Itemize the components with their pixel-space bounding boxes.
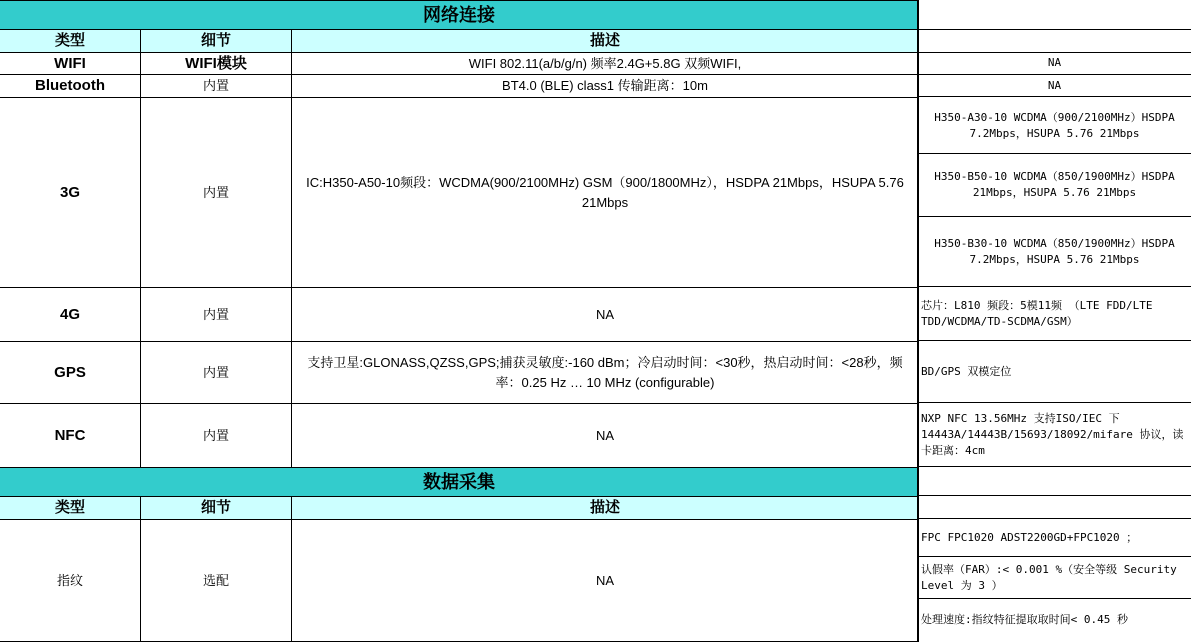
row-3g-description: IC:H350-A50-10频段：WCDMA(900/2100MHz) GSM（900/1800MHz），HSDPA 21Mbps，HSUPA 5.76 21Mbps: [291, 97, 918, 287]
row-nfc-type: NFC: [0, 403, 140, 467]
row-fingerprint-type: 指纹: [0, 519, 140, 641]
notes-rule: [917, 466, 1191, 467]
note-wifi: NA: [1047, 56, 1062, 69]
note-bluetooth: NA: [1047, 78, 1062, 92]
row-4g-detail: 内置: [140, 287, 291, 341]
row-gps-detail: 内置: [140, 341, 291, 403]
note-nfc: NXP NFC 13.56MHz 支持ISO/IEC 下14443A/14443B/15693/18092/mifare 协议，读卡距离：4cm: [921, 412, 1184, 457]
row-4g-type: 4G: [0, 287, 140, 341]
row-3g-type: 3G: [0, 97, 140, 287]
note-fingerprint-speed: 处理速度:指纹特征提取取时间< 0.45 秒: [921, 613, 1128, 626]
note-3g-variant-b50: H350-B50-10 WCDMA（850/1900MHz）HSDPA 21Mbps，HSUPA 5.76 21Mbps: [934, 170, 1175, 199]
row-fingerprint-detail: 选配: [140, 519, 291, 641]
note-3g-variant-b30: H350-B30-10 WCDMA（850/1900MHz）HSDPA 7.2Mbps，HSUPA 5.76 21Mbps: [934, 237, 1175, 266]
note-3g-variant-a30: H350-A30-10 WCDMA（900/2100MHz）HSDPA 7.2Mbps，HSUPA 5.76 21Mbps: [934, 110, 1175, 140]
section-title-network: 网络连接: [0, 0, 918, 29]
row-fingerprint-description: NA: [291, 519, 918, 641]
header-detail-2: 细节: [140, 496, 291, 519]
section-title-data-collection: 数据采集: [0, 467, 918, 496]
header-type-2: 类型: [0, 496, 140, 519]
row-nfc-detail: 内置: [140, 403, 291, 467]
row-bluetooth-detail: 内置: [140, 74, 291, 97]
note-gps: BD/GPS 双模定位: [921, 365, 1012, 378]
note-fingerprint-model: FPC FPC1020 ADST2200GD+FPC1020 ；: [921, 531, 1138, 544]
row-wifi-type: WIFI: [0, 52, 140, 74]
row-wifi-description: WIFI 802.11(a/b/g/n) 频率2.4G+5.8G 双频WIFI,: [291, 52, 918, 74]
header-description: 描述: [291, 29, 918, 52]
row-bluetooth-type: Bluetooth: [0, 74, 140, 97]
row-nfc-description: NA: [291, 403, 918, 467]
note-fingerprint-far: 认假率（FAR）:< 0.001 %（安全等级 Security Level 为 3 ）: [921, 563, 1177, 592]
row-4g-description: NA: [291, 287, 918, 341]
notes-rule: [917, 495, 1191, 496]
row-bluetooth-description: BT4.0 (BLE) class1 传输距离：10m: [291, 74, 918, 97]
note-4g: 芯片：L810 频段：5模11频 （LTE FDD/LTE TDD/WCDMA/TD-SCDMA/GSM）: [921, 299, 1153, 328]
notes-rule: [917, 29, 1191, 30]
row-3g-detail: 内置: [140, 97, 291, 287]
header-description-2: 描述: [291, 496, 918, 519]
row-gps-description: 支持卫星:GLONASS,QZSS,GPS;捕获灵敏度:-160 dBm；冷启动时间：<30秒，热启动时间：<28秒，频率：0.25 Hz … 10 MHz (configurable): [291, 341, 918, 403]
header-type: 类型: [0, 29, 140, 52]
row-gps-type: GPS: [0, 341, 140, 403]
header-detail: 细节: [140, 29, 291, 52]
row-wifi-detail: WIFI模块: [140, 52, 291, 74]
